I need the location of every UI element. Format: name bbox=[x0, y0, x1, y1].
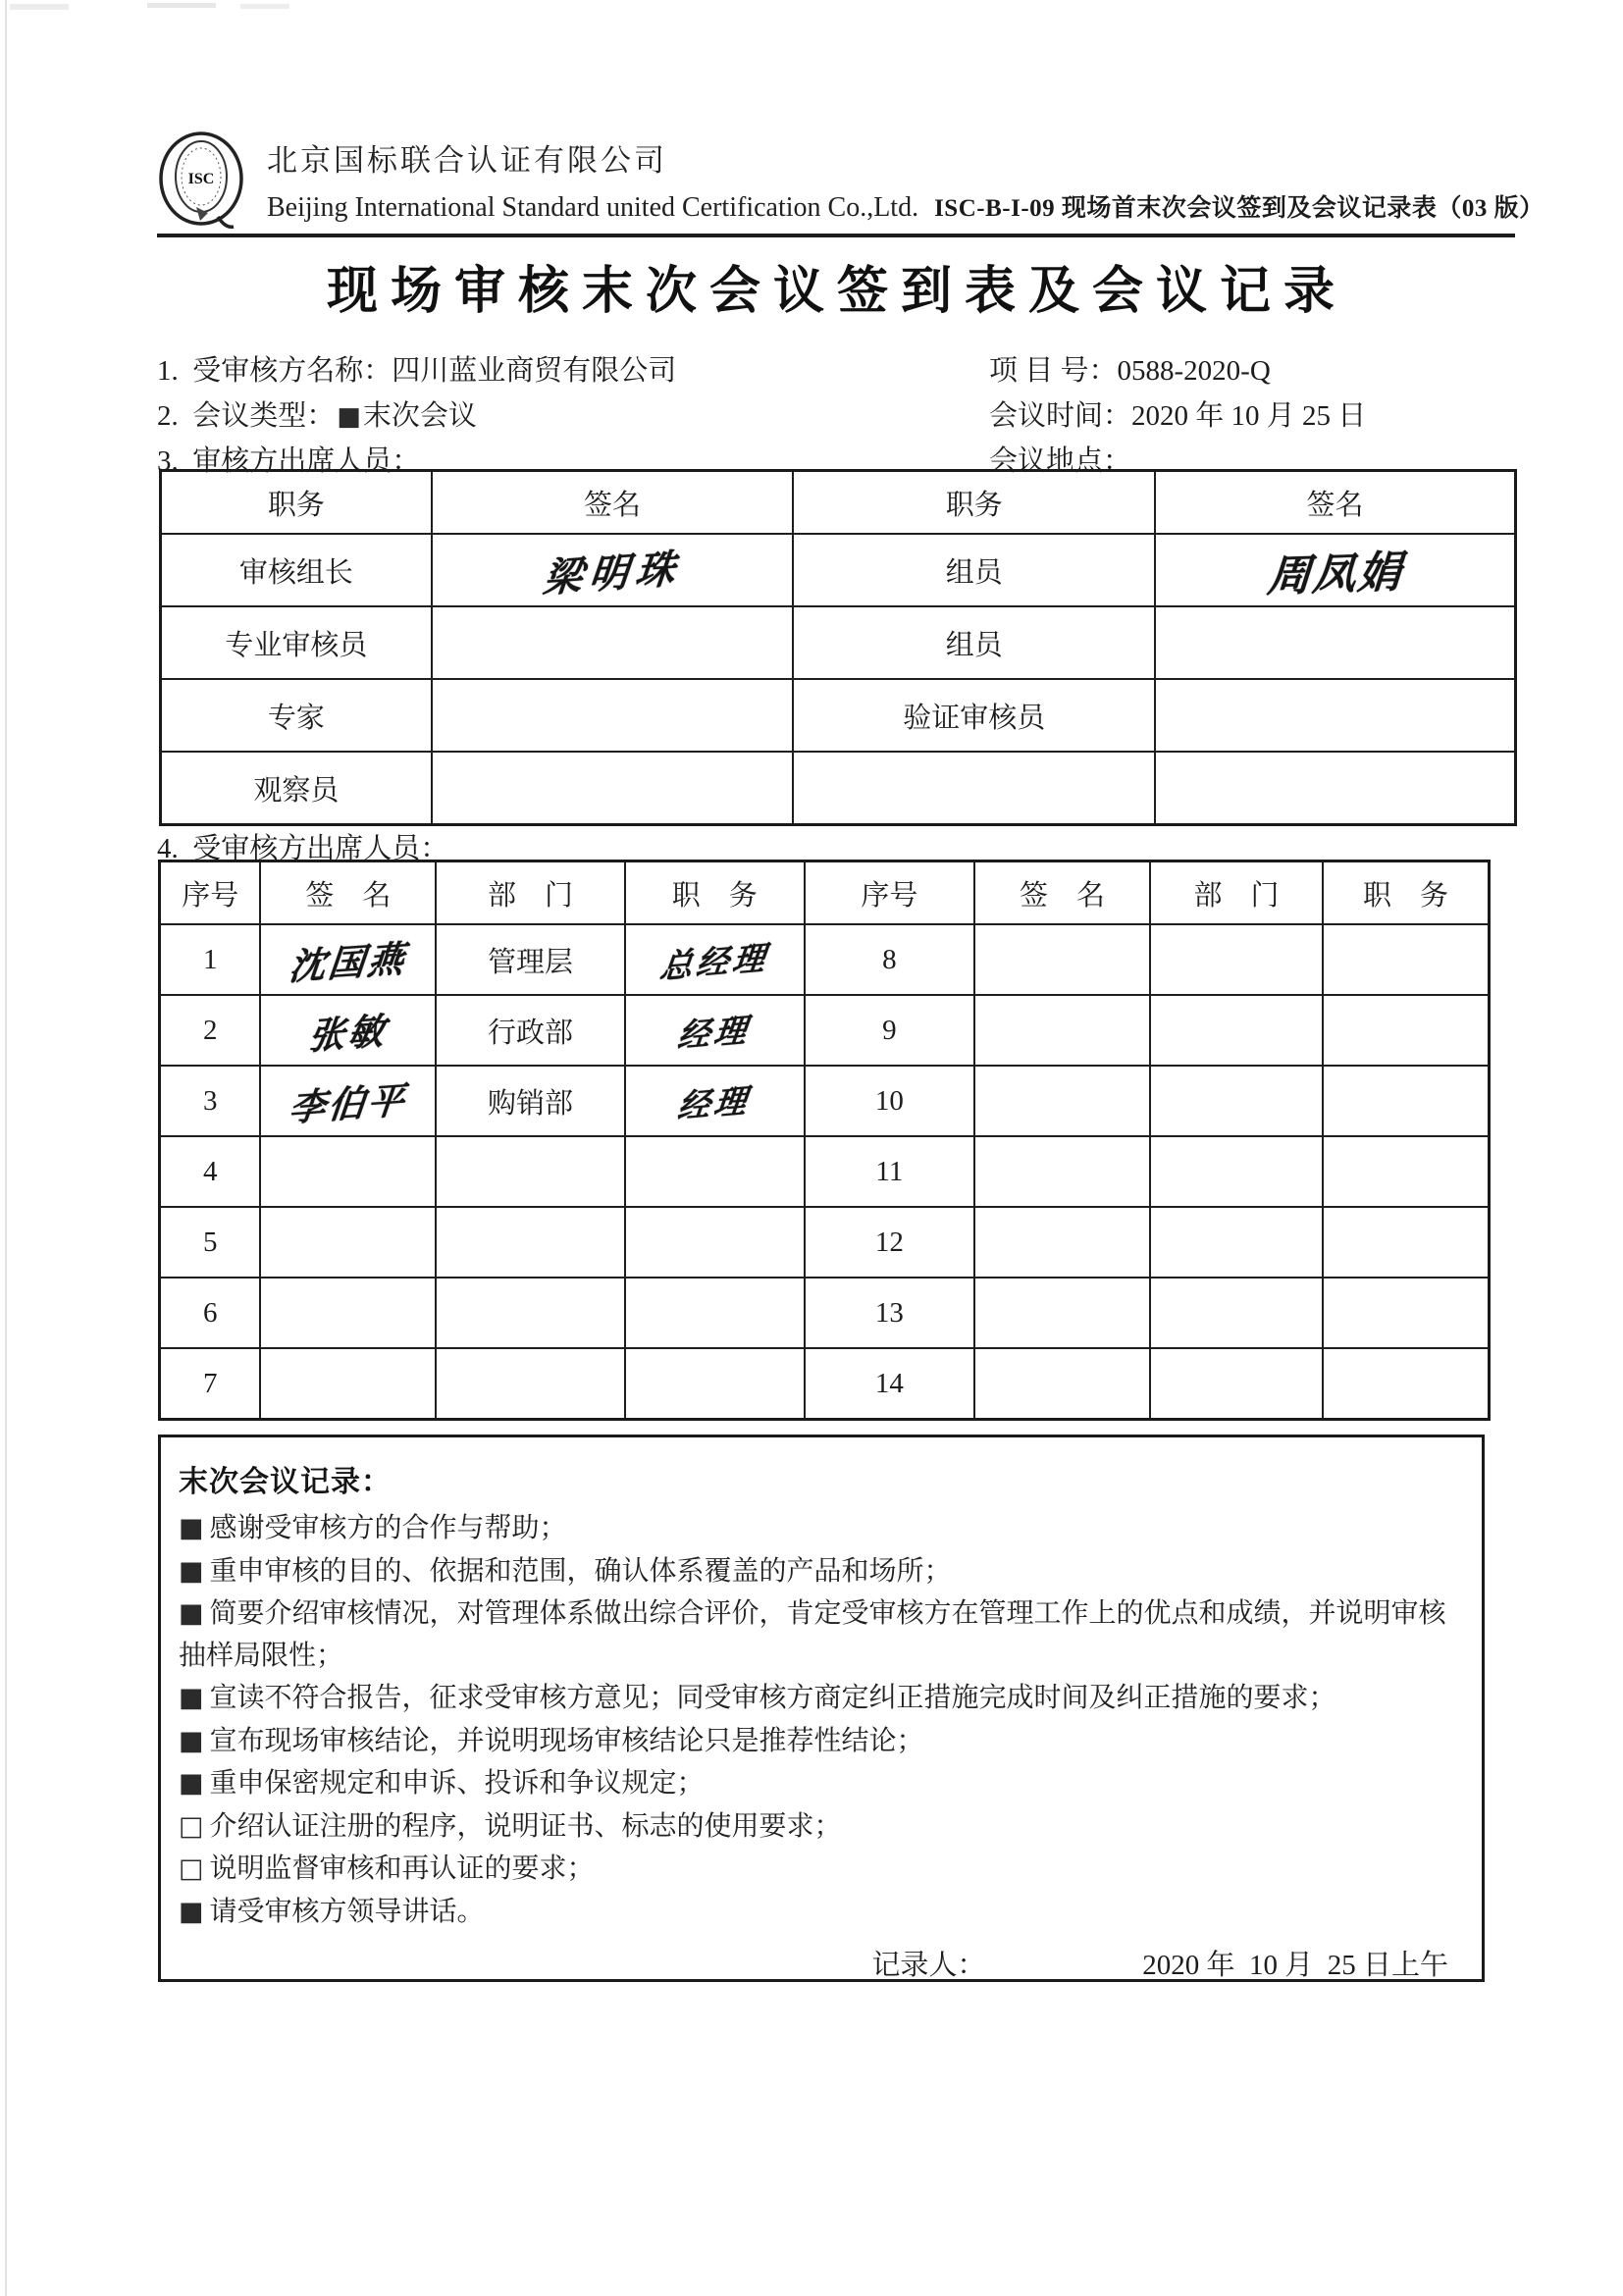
role-cell: 专业审核员 bbox=[161, 606, 432, 679]
company-name-cn: 北京国标联合认证有限公司 bbox=[267, 143, 667, 178]
signature-cell bbox=[1155, 752, 1515, 825]
checkbox-filled-icon: ■ bbox=[179, 1768, 204, 1800]
table-row bbox=[160, 995, 1490, 1066]
record-title: 末次会议记录： bbox=[179, 1466, 392, 1498]
record-item-text: 宣读不符合报告，征求受审核方意见；同受审核方商定纠正措施完成时间及纠正措施的要求； bbox=[209, 1683, 1336, 1714]
table-row bbox=[161, 534, 1516, 606]
project-field bbox=[989, 348, 1517, 389]
scan-speck bbox=[147, 3, 216, 8]
record-footer bbox=[179, 1939, 1462, 1990]
position-cell bbox=[625, 1136, 805, 1207]
col-header-signature: 签名 bbox=[1155, 471, 1515, 535]
position-cell bbox=[625, 1066, 805, 1136]
meeting-type-value: 末次会议 bbox=[362, 399, 477, 432]
signature-cell bbox=[1155, 534, 1515, 606]
dept-cell bbox=[436, 1207, 624, 1278]
no-cell: 10 bbox=[805, 1066, 974, 1136]
checkbox-filled-icon: ■ bbox=[179, 1683, 204, 1714]
position-cell bbox=[625, 1348, 805, 1420]
checkbox-filled-icon: ■ bbox=[179, 1598, 204, 1630]
no-cell: 14 bbox=[805, 1348, 974, 1420]
signature-cell bbox=[1155, 606, 1515, 679]
signature-cell bbox=[1155, 679, 1515, 752]
col-header-signature: 签 名 bbox=[974, 861, 1150, 925]
table-header-row bbox=[161, 471, 1516, 535]
table-row bbox=[161, 752, 1516, 825]
position-cell bbox=[625, 1207, 805, 1278]
project-label: 项 目 号： bbox=[989, 354, 1118, 387]
header-divider bbox=[157, 234, 1515, 237]
record-item-text: 介绍认证注册的程序，说明证书、标志的使用要求； bbox=[209, 1810, 842, 1842]
signature-cell bbox=[432, 752, 794, 825]
no-cell: 13 bbox=[805, 1278, 974, 1348]
position-cell bbox=[625, 1278, 805, 1348]
record-item bbox=[179, 1892, 1462, 1934]
no-cell: 12 bbox=[805, 1207, 974, 1278]
record-date: 2020 年 10 月 25 日上午 bbox=[1142, 1950, 1448, 1982]
record-item-text: 感谢受审核方的合作与帮助； bbox=[209, 1513, 567, 1543]
dept-cell bbox=[1150, 1207, 1323, 1278]
handwritten-position: 总经理 bbox=[657, 940, 771, 986]
scan-speck bbox=[240, 4, 289, 9]
signature-cell bbox=[974, 1278, 1150, 1348]
auditee-label: 1. 受审核方名称： bbox=[157, 354, 393, 387]
dept-cell bbox=[1150, 1348, 1323, 1420]
checkbox-filled-icon: ■ bbox=[179, 1513, 204, 1543]
signature-cell bbox=[260, 1207, 436, 1278]
signature-cell bbox=[974, 1136, 1150, 1207]
signature-cell bbox=[432, 679, 794, 752]
location-label: 会议地点： bbox=[989, 444, 1132, 477]
no-cell: 4 bbox=[160, 1136, 261, 1207]
handwritten-signature: 梁明珠 bbox=[541, 546, 684, 600]
position-cell bbox=[625, 995, 805, 1066]
auditee-attendance-table bbox=[158, 860, 1491, 1421]
role-cell bbox=[793, 752, 1155, 825]
signature-cell bbox=[432, 606, 794, 679]
signature-cell bbox=[974, 995, 1150, 1066]
record-item bbox=[179, 1508, 1462, 1550]
record-item bbox=[179, 1721, 1462, 1763]
logo-text: ISC bbox=[187, 171, 215, 187]
scan-speck bbox=[10, 4, 69, 10]
table-header-row bbox=[160, 861, 1490, 925]
col-header-signature: 签名 bbox=[432, 471, 794, 535]
company-name-en: Beijing International Standard united Certification Co.,Ltd. bbox=[267, 192, 919, 223]
auditee-field bbox=[157, 348, 989, 389]
col-header-signature: 签 名 bbox=[260, 861, 436, 925]
role-cell: 专家 bbox=[161, 679, 432, 752]
position-cell bbox=[1323, 1136, 1489, 1207]
project-value: 0588-2020-Q bbox=[1117, 354, 1271, 387]
col-header-role: 职务 bbox=[793, 471, 1155, 535]
dept-cell: 行政部 bbox=[436, 995, 624, 1066]
page-title: 现场审核末次会议签到表及会议记录 bbox=[326, 263, 1347, 320]
dept-cell bbox=[1150, 924, 1323, 995]
record-item-text: 简要介绍审核情况，对管理体系做出综合评价，肯定受审核方在管理工作上的优点和成绩，并说明审核抽样局限性； bbox=[179, 1598, 1446, 1671]
record-item-text: 宣布现场审核结论，并说明现场审核结论只是推荐性结论； bbox=[209, 1725, 924, 1756]
signature-cell bbox=[974, 1348, 1150, 1420]
meeting-time-label: 会议时间： bbox=[989, 399, 1132, 432]
col-header-no: 序号 bbox=[805, 861, 974, 925]
checkbox-empty-icon: □ bbox=[179, 1810, 204, 1842]
no-cell: 3 bbox=[160, 1066, 261, 1136]
record-item bbox=[179, 1806, 1462, 1849]
position-cell bbox=[1323, 1348, 1489, 1420]
record-item bbox=[179, 1678, 1462, 1720]
handwritten-signature: 沈国燕 bbox=[287, 939, 409, 989]
no-cell: 5 bbox=[160, 1207, 261, 1278]
record-item bbox=[179, 1763, 1462, 1805]
signature-cell bbox=[260, 1066, 436, 1136]
role-cell: 组员 bbox=[793, 534, 1155, 606]
dept-cell bbox=[436, 1348, 624, 1420]
signature-cell bbox=[260, 995, 436, 1066]
signature-cell bbox=[260, 1348, 436, 1420]
table-row bbox=[160, 1136, 1490, 1207]
record-item-text: 重申审核的目的、依据和范围，确认体系覆盖的产品和场所； bbox=[209, 1555, 952, 1587]
record-item-text: 重申保密规定和申诉、投诉和争议规定； bbox=[209, 1768, 705, 1800]
auditors-section-label: 3. 审核方出席人员： bbox=[157, 444, 421, 477]
signature-cell bbox=[974, 1207, 1150, 1278]
dept-cell: 管理层 bbox=[436, 924, 624, 995]
position-cell bbox=[1323, 995, 1489, 1066]
record-item bbox=[179, 1551, 1462, 1593]
meeting-time-value: 2020 年 10 月 25 日 bbox=[1131, 399, 1367, 432]
checkbox-filled-icon: ■ bbox=[337, 401, 361, 432]
auditee-value: 四川蓝业商贸有限公司 bbox=[392, 354, 677, 387]
isc-logo-icon bbox=[157, 130, 245, 233]
role-cell: 审核组长 bbox=[161, 534, 432, 606]
table-row bbox=[160, 1066, 1490, 1136]
col-header-dept: 部 门 bbox=[436, 861, 624, 925]
recorder-label: 记录人： bbox=[871, 1950, 986, 1982]
checkbox-empty-icon: □ bbox=[179, 1853, 204, 1885]
table-row bbox=[160, 1207, 1490, 1278]
position-cell bbox=[625, 924, 805, 995]
handwritten-position: 经理 bbox=[675, 1013, 753, 1056]
table-row bbox=[160, 1348, 1490, 1420]
table-row bbox=[160, 1278, 1490, 1348]
no-cell: 1 bbox=[160, 924, 261, 995]
position-cell bbox=[1323, 1207, 1489, 1278]
doc-code: ISC-B-I-09 现场首末次会议签到及会议记录表（03 版） bbox=[934, 195, 1544, 222]
dept-cell bbox=[1150, 1278, 1323, 1348]
col-header-no: 序号 bbox=[160, 861, 261, 925]
dept-cell bbox=[436, 1278, 624, 1348]
signature-cell bbox=[260, 1278, 436, 1348]
meeting-type-label: 2. 会议类型： bbox=[157, 399, 336, 432]
dept-cell bbox=[436, 1136, 624, 1207]
role-cell: 组员 bbox=[793, 606, 1155, 679]
signature-cell bbox=[260, 924, 436, 995]
table-row bbox=[160, 924, 1490, 995]
col-header-position: 职 务 bbox=[625, 861, 805, 925]
record-item-text: 请受审核方领导讲话。 bbox=[209, 1896, 485, 1927]
no-cell: 11 bbox=[805, 1136, 974, 1207]
meeting-time-field bbox=[989, 393, 1517, 434]
closing-meeting-record-box bbox=[158, 1435, 1485, 1982]
meeting-type-field bbox=[157, 393, 989, 434]
table-row bbox=[161, 679, 1516, 752]
attendees-section-label: 4. 受审核方出席人员： bbox=[157, 833, 449, 864]
table-row bbox=[161, 606, 1516, 679]
dept-cell: 购销部 bbox=[436, 1066, 624, 1136]
dept-cell bbox=[1150, 1066, 1323, 1136]
record-item bbox=[179, 1593, 1462, 1677]
meta-fields bbox=[157, 345, 1517, 481]
no-cell: 6 bbox=[160, 1278, 261, 1348]
position-cell bbox=[1323, 1066, 1489, 1136]
scan-edge-artifact bbox=[5, 0, 7, 2296]
signature-cell bbox=[432, 534, 794, 606]
no-cell: 2 bbox=[160, 995, 261, 1066]
no-cell: 7 bbox=[160, 1348, 261, 1420]
record-item-text: 说明监督审核和再认证的要求； bbox=[209, 1853, 595, 1885]
handwritten-signature: 周凤娟 bbox=[1265, 548, 1404, 601]
col-header-role: 职务 bbox=[161, 471, 432, 535]
dept-cell bbox=[1150, 995, 1323, 1066]
role-cell: 观察员 bbox=[161, 752, 432, 825]
checkbox-filled-icon: ■ bbox=[179, 1555, 204, 1587]
dept-cell bbox=[1150, 1136, 1323, 1207]
signature-cell bbox=[974, 924, 1150, 995]
col-header-position: 职 务 bbox=[1323, 861, 1489, 925]
no-cell: 8 bbox=[805, 924, 974, 995]
position-cell bbox=[1323, 1278, 1489, 1348]
record-item bbox=[179, 1849, 1462, 1891]
role-cell: 验证审核员 bbox=[793, 679, 1155, 752]
position-cell bbox=[1323, 924, 1489, 995]
checkbox-filled-icon: ■ bbox=[179, 1896, 204, 1927]
auditor-attendance-table bbox=[159, 469, 1517, 826]
checkbox-filled-icon: ■ bbox=[179, 1725, 204, 1756]
handwritten-position: 经理 bbox=[675, 1083, 753, 1126]
signature-cell bbox=[260, 1136, 436, 1207]
handwritten-signature: 李伯平 bbox=[287, 1080, 409, 1130]
signature-cell bbox=[974, 1066, 1150, 1136]
col-header-dept: 部 门 bbox=[1150, 861, 1323, 925]
no-cell: 9 bbox=[805, 995, 974, 1066]
handwritten-signature: 张敏 bbox=[306, 1012, 390, 1059]
